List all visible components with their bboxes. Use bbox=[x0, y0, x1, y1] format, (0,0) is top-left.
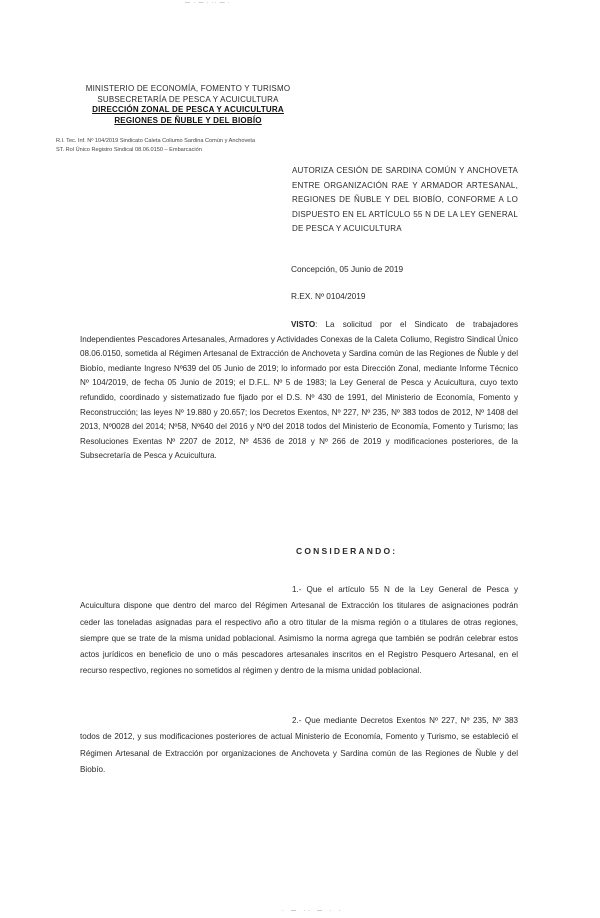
considerando-paragraph-1: 1.- Que el artículo 55 N de la Ley General de Pesca y Acuicultura dispone que dentro del marco del Régimen Artesanal de Extracción los titulares de asignaciones podrán ceder las toneladas asignadas para el respectivo año a otro titular de la misma región o a titulares de otras regiones, siempre que se trate de la misma unidad poblacional. Asimismo la norma agrega que también se podrán celebrar estos actos jurídicos en beneficio de uno o más pescadores artesanales inscritos en el Registro Pesquero Artesanal, en el recurso respectivo, regiones no sometidos al régimen y dentro de la misma unidad poblacional. bbox=[80, 585, 518, 676]
visto-paragraph bbox=[80, 318, 518, 464]
letterhead bbox=[78, 84, 298, 126]
scan-footer-mark: · — ·· — · · bbox=[282, 908, 344, 914]
reference-line-2: ST. Rol Único Registro Sindical 08.06.0150 – Embarcación bbox=[56, 146, 202, 153]
zonal-directorate-line: DIRECCIÓN ZONAL DE PESCA Y ACUICULTURA bbox=[92, 105, 284, 115]
ministry-line: MINISTERIO DE ECONOMÍA, FOMENTO Y TURISMO bbox=[85, 84, 291, 93]
scan-header-mark: — · — · ·· — · bbox=[185, 0, 231, 6]
visto-label: VISTO bbox=[291, 320, 316, 329]
reference-line-1: R.I. Tec. Inf. Nº 104/2019 Sindicato Caleta Coliumo Sardina Común y Anchoveta bbox=[56, 138, 256, 144]
regions-line: REGIONES DE ÑUBLE Y DEL BIOBÍO bbox=[114, 115, 262, 125]
resolution-number: R.EX. Nº 0104/2019 bbox=[291, 291, 366, 301]
considerando-heading: CONSIDERANDO: bbox=[296, 546, 398, 556]
undersecretariat-line: SUBSECRETARÍA DE PESCA Y ACUICULTURA bbox=[97, 94, 279, 104]
resolution-subject: AUTORIZA CESIÓN DE SARDINA COMÚN Y ANCHOVETA ENTRE ORGANIZACIÓN RAE Y ARMADOR ARTESANAL, REGIONES DE ÑUBLE Y DEL BIOBÍO, CONFORME A LO DISPUESTO EN EL ARTÍCULO 55 N DE LA LEY GENERAL DE PESCA Y ACUICULTURA bbox=[292, 166, 518, 233]
issue-date: Concepción, 05 Junio de 2019 bbox=[291, 264, 404, 274]
reference-block bbox=[56, 137, 306, 154]
considerando-paragraph-2: 2.- Que mediante Decretos Exentos Nº 227, Nº 235, Nº 383 todos de 2012, y sus modificaciones posteriores de actual Ministerio de Economía, Fomento y Turismo, se estableció el Régimen Artesanal de Extracción por organizaciones de Anchoveta y Sardina común de las Regiones de Ñuble y del Biobío. bbox=[80, 716, 518, 774]
visto-text: : La solicitud por el Sindicato de trabajadores Independientes Pescadores Artesanales, Armadores y Actividades Conexas de la Caleta Coliumo, Registro Sindical Único 08.06.0150, sometida al Régimen Artesanal de Extracción de Anchoveta y Sardina común de las Regiones de Ñuble y del Biobío, mediante Ingreso Nº639 del 05 Junio de 2019; lo informado por esta Dirección Zonal, mediante Informe Técnico Nº 104/2019, de fecha 05 Junio de 2019; el D.F.L. Nº 5 de 1983; la Ley General de Pesca y Acuicultura, cuyo texto refundido, coordinado y sistematizado fue fijado por el D.S. Nº 430 de 1991, del Ministerio de Economía, Fomento y Reconstrucción; las leyes Nº 19.880 y 20.657; los Decretos Exentos, Nº 227, Nº 235, Nº 383 todos de 2012, Nº 1408 del 2013, Nº0028 del 2014; Nº58, Nº640 del 2016 y Nº0 del 2018 todos del Ministerio de Economía, Fomento y Turismo; las Resoluciones Exentas Nº 2207 de 2012, Nº 4536 de 2018 y Nº 266 de 2019 y modificaciones posteriores, de la Subsecretaría de Pesca y Acuicultura. bbox=[80, 320, 518, 461]
